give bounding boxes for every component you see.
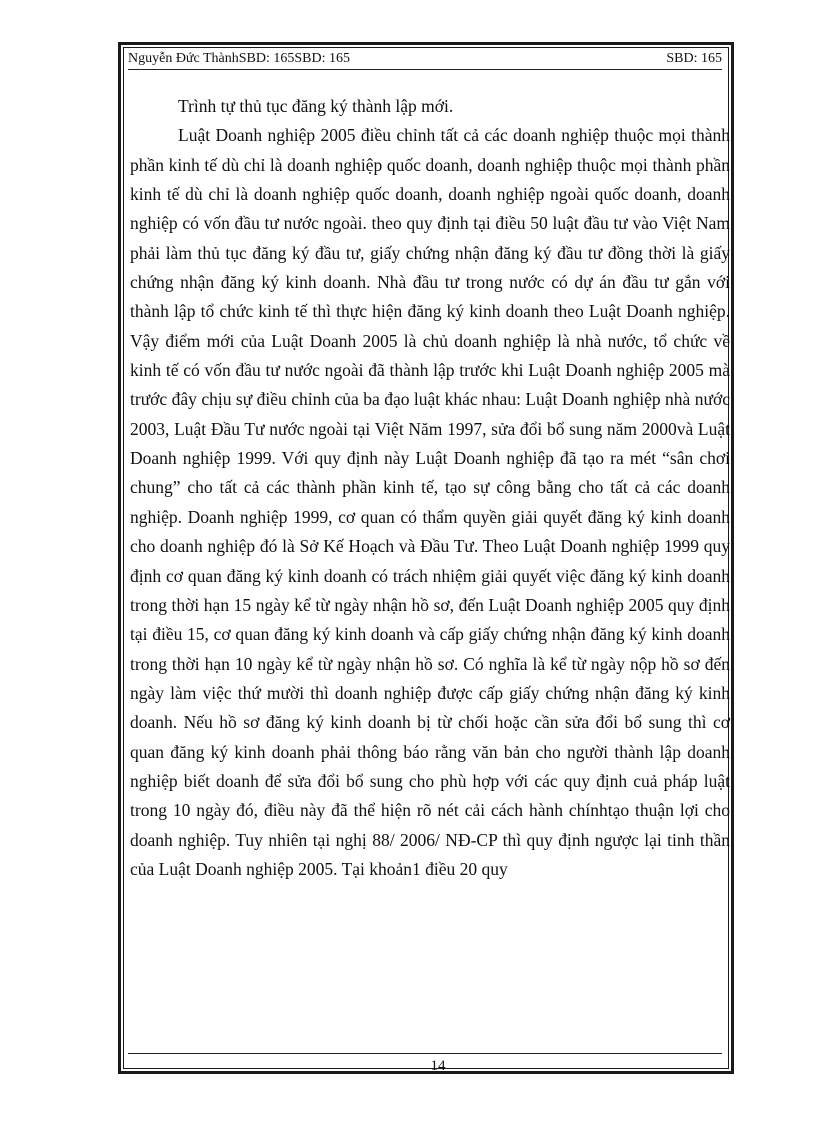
footer-divider <box>128 1053 722 1054</box>
section-heading: Trình tự thủ tục đăng ký thành lập mới. <box>178 96 454 116</box>
page-number: 14 <box>430 1058 446 1074</box>
body-paragraph: Luật Doanh nghiệp 2005 điều chỉnh tất cả các doanh nghiệp thuộc mọi thành phần kinh tế dù chỉ là doanh nghiệp quốc doanh, doanh nghiệp thuộc mọi thành phần kinh tế dù chỉ là doanh nghiệp quốc doanh, doanh nghiệp ngoài quốc doanh, doanh nghiệp có vốn đầu tư nước ngoài. theo quy định tại điều 50 luật đầu tư vào Việt Nam phải làm thủ tục đăng ký đầu tư, giấy chứng nhận đăng ký đầu tư đồng thời là giấy chứng nhận đăng ký kinh doanh. Nhà đầu tư trong nước có dự án đầu tư gắn với thành lập tổ chức kinh tế thì thực hiện đăng ký kinh doanh theo Luật Doanh nghiệp. Vậy điểm mới của Luật Doanh 2005 là chủ doanh nghiệp là nhà nước, tổ chức về kinh tế có vốn đầu tư nước ngoài đã thành lập trước khi Luật Doanh nghiệp 2005 mà trước đây chịu sự điều chỉnh của ba đạo luật khác nhau: Luật Doanh nghiệp nhà nước 2003, Luật Đầu Tư nước ngoài tại Việt Năm 1997, sửa đổi bổ sung năm 2000và Luật Doanh nghiệp 1999. Với quy định này Luật Doanh nghiệp đã tạo ra mét “sân chơi chung” cho tất cả các thành phần kinh tế, tạo sự công bằng cho tất cả các doanh nghiệp. Doanh nghiệp 1999, cơ quan có thẩm quyền giải quyết đăng ký kinh doanh cho doanh nghiệp đó là Sở Kế Hoạch và Đầu Tư. Theo Luật Doanh nghiệp 1999 quy định cơ quan đăng ký kinh doanh có trách nhiệm giải quyết việc đăng ký kinh doanh trong thời hạn 15 ngày kể từ ngày nhận hồ sơ, đến Luật Doanh nghiệp 2005 quy định tại điều 15, cơ quan đăng ký kinh doanh và cấp giấy chứng nhận đăng ký kinh doanh trong thời hạn 10 ngày kể từ ngày nhận hồ sơ. Có nghĩa là kể từ ngày nộp hồ sơ đến ngày làm việc thứ mười thì doanh nghiệp được cấp giấy chứng nhận đăng ký kinh doanh. Nếu hồ sơ đăng ký kinh doanh bị từ chối hoặc cần sửa đổi bổ sung thì cơ quan đăng ký kinh doanh phải thông báo rằng văn bản cho người thành lập doanh nghiệp biết doanh để sửa đổi bổ sung cho phù hợp với các quy định cuả pháp luật trong 10 ngày đó, điều này đã thể hiện rõ nét cải cách hành chínhtạo thuận lợi cho doanh nghiệp. Tuy nhiên tại nghị 88/ 2006/ NĐ-CP thì quy định ngược lại tinh thần của Luật Doanh nghiệp 2005. Tại khoản1 điều 20 quy <box>130 125 730 879</box>
header-sbd: SBD: 165 <box>666 51 722 66</box>
document-body <box>130 92 730 884</box>
header-author: Nguyễn Đức ThànhSBD: 165SBD: 165 <box>128 51 350 66</box>
page-header <box>128 49 722 70</box>
